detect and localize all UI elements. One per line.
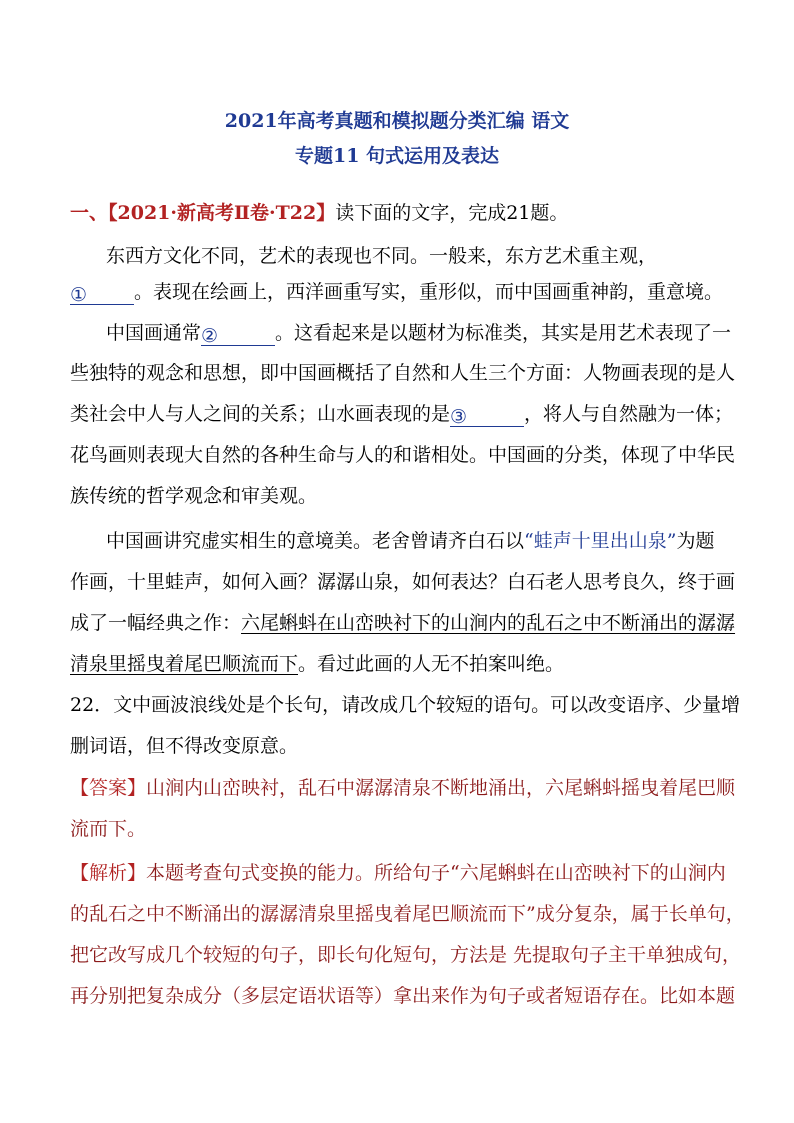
answer-line: 流而下。 [70,818,147,840]
question-header [70,200,568,226]
wavy-underlined-sentence: 清泉里摇曳着尾巴顺流而下 [70,653,299,675]
question-line: 22．文中画波浪线处是个长句，请改成几个较短的语句。可以改变语序、少量增 [70,694,741,716]
document-subtitle: 专题11 句式运用及表达 [294,145,500,167]
passage-line [70,279,723,305]
passage-line [70,610,735,636]
passage-text: ，将人与自然融为一体； [524,403,734,425]
passage-line [70,401,733,427]
passage-line: 些独特的观念和思想，即中国画概括了自然和人生三个方面：人物画表现的是人 [70,362,736,384]
answer-tag: 【答案】 [70,777,147,799]
blank-number: ② [201,325,219,347]
analysis-line [70,860,726,886]
passage-text: 类社会中人与人之间的关系；山水画表现的是 [70,403,451,425]
blank-number: ③ [450,406,468,428]
passage-line: 花鸟画则表现大自然的各种生命与人的和谐相处。中国画的分类，体现了中华民 [70,444,736,466]
analysis-line: 把它改写成几个较短的句子，即长句化短句，方法是 先提取句子主干单独成句， [70,944,742,966]
quoted-title: “蛙声十里出山泉” [524,530,677,552]
passage-text: 。看过此画的人无不拍案叫绝。 [298,653,565,675]
analysis-tag: 【解析】 [70,862,147,884]
passage-text: 成了一幅经典之作： [70,612,242,634]
analysis-line: 的乱石之中不断涌出的潺潺清泉里摇曳着尾巴顺流而下”成分复杂，属于长单句， [70,903,745,925]
analysis-line: 再分别把复杂成分（多层定语状语等）拿出来作为句子或者短语存在。比如本题 [70,985,736,1007]
question-number: 一、 [70,202,109,224]
passage-line: 族传统的哲学观念和审美观。 [70,485,318,507]
wavy-underlined-sentence: 六尾蝌蚪在山峦映衬下的山涧内的乱石之中不断涌出的潺潺 [241,612,736,634]
document-title: 2021年高考真题和模拟题分类汇编 语文 [224,110,570,132]
blank-number: ① [70,284,88,306]
fill-blank-1[interactable] [70,282,134,305]
passage-line [106,528,714,554]
passage-text: 为题 [676,530,715,552]
passage-line [70,651,564,677]
fill-blank-2[interactable] [201,323,275,346]
fill-blank-3[interactable] [450,404,524,427]
passage-text: 。这看起来是以题材为标准类，其实是用艺术表现了一 [275,322,732,344]
passage-text: 。表现在绘画上，西洋画重写实，重形似，而中国画重神韵，重意境。 [134,281,724,303]
answer-line [70,775,735,801]
passage-text: 中国画讲究虚实相生的意境美。老舍曾请齐白石以 [106,530,525,552]
passage-line: 作画，十里蛙声，如何入画？潺潺山泉，如何表达？白石老人思考良久，终于画 [70,571,736,593]
question-line: 删词语，但不得改变原意。 [70,735,299,757]
question-instruction: 读下面的文字，完成21题。 [335,202,569,224]
question-source: 【2021·新高考Ⅱ卷·T22】 [108,202,336,224]
answer-text: 山涧内山峦映衬，乱石中潺潺清泉不断地涌出，六尾蝌蚪摇曳着尾巴顺 [146,777,736,799]
passage-line: 东西方文化不同，艺术的表现也不同。一般来，东方艺术重主观， [106,245,658,267]
analysis-text: 本题考查句式变换的能力。所给句子“六尾蝌蚪在山峦映衬下的山涧内 [146,862,726,884]
passage-text: 中国画通常 [106,322,202,344]
passage-line [106,320,731,346]
